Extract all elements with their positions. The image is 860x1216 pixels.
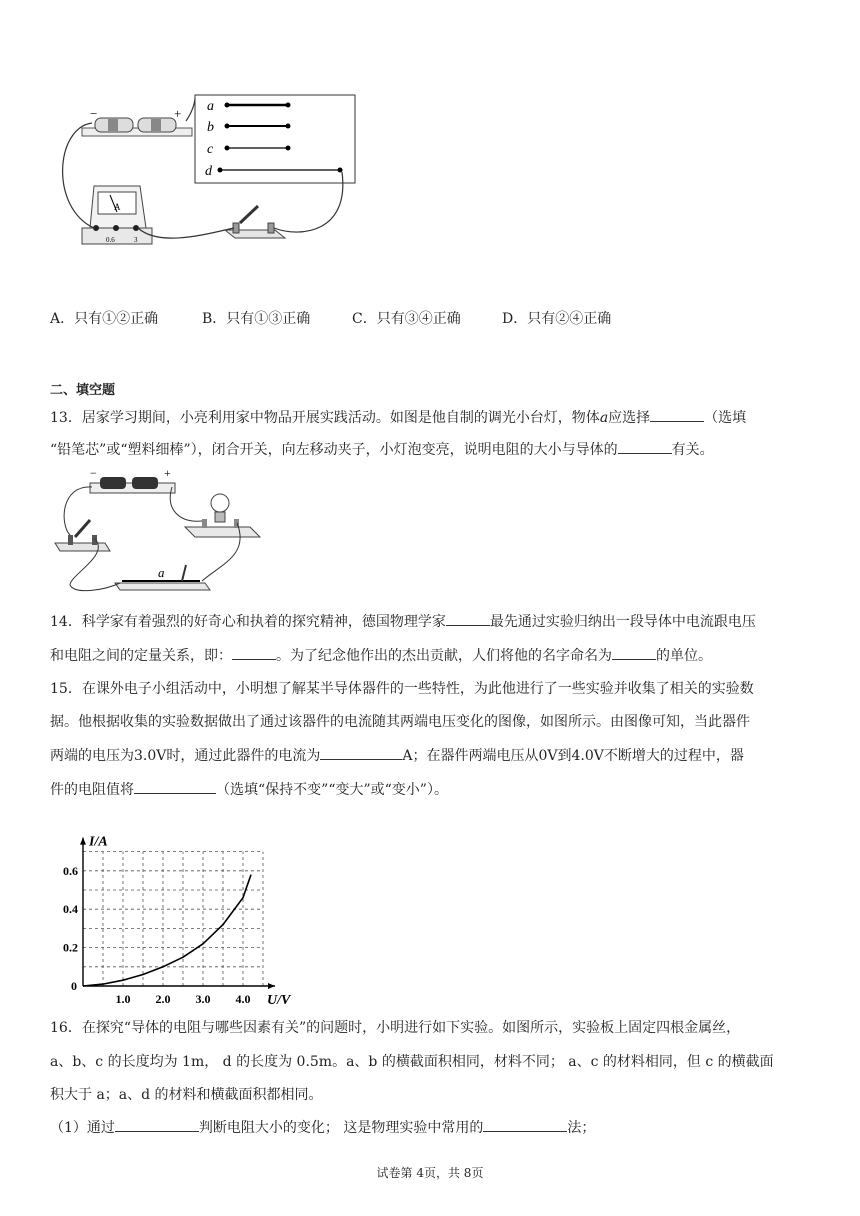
battery-minus-label: −: [90, 106, 98, 121]
section-title: 二、填空题: [50, 383, 116, 398]
switch-icon: [55, 520, 110, 551]
q16-sub1: （1）通过 判断电阻大小的变化； 这是物理实验中常用的 法；: [50, 1117, 810, 1139]
x-tick-label: 1.0: [115, 992, 131, 1006]
q14-line2: 和电阻之间的定量关系，即： 。为了纪念他作出的杰出贡献，人们将他的名字命名为 的单位。: [50, 645, 810, 667]
wire-label-c: c: [207, 142, 214, 157]
battery-plus-label: +: [164, 466, 171, 480]
q16-line2: a、b、c 的长度均为 1m， d 的长度为 0.5m。a、b 的横截面积相同，材料不同； a、c 的材料相同，但 c 的横截面: [50, 1054, 774, 1070]
connecting-wire: [63, 123, 94, 228]
origin-label: 0: [71, 979, 77, 993]
y-axis-arrow: [80, 838, 86, 845]
q15-line4: 件的电阻值将 （选填“保持不变”“变大”或“变小”）。: [50, 779, 810, 801]
x-axis-arrow: [268, 983, 275, 989]
y-tick-label: 0.6: [63, 863, 78, 878]
bulb-icon: [185, 494, 260, 537]
q15-blank-1[interactable]: [320, 745, 402, 760]
q16-line1: 16．在探究“导体的电阻与哪些因素有关”的问题时，小明进行如下实验。如图所示，实验板上固定四根金属丝，: [50, 1020, 741, 1036]
q12-circuit-figure: [50, 88, 370, 258]
x-tick-label: 2.0: [155, 992, 171, 1006]
q13-line2: “铅笔芯”或“塑料细棒”），闭合开关，向左移动夹子，小灯泡变亮，说明电阻的大小与导体的 有关。: [50, 439, 810, 461]
q14-line1: 14．科学家有着强烈的好奇心和执着的探究精神，德国物理学家 最先通过实验归纳出一段导体中电流跟电压: [50, 611, 810, 633]
option-c[interactable]: C．只有③④正确: [352, 311, 461, 327]
ammeter-terminal-06: 0.6: [106, 236, 115, 244]
ammeter-terminal-3: 3: [134, 236, 138, 244]
q15-line1: 15．在课外电子小组活动中，小明想了解某半导体器件的一些特性，为此他进行了一些实验并收集了相关的实验数: [50, 681, 754, 697]
q14-blank-3[interactable]: [612, 645, 656, 660]
iv-chart: [55, 812, 295, 1007]
battery-minus-label: −: [90, 466, 97, 480]
y-tick-label: 0.4: [63, 902, 78, 917]
wire-label-a: a: [207, 99, 214, 114]
q13-line1: 13．居家学习期间，小亮利用家中物品开展实践活动。如图是他自制的调光小台灯，物体a应选择 （选填: [50, 407, 810, 429]
ammeter-icon: [82, 186, 152, 244]
switch-icon: [225, 206, 285, 238]
option-b[interactable]: B．只有①③正确: [202, 311, 311, 327]
y-axis-label: I/A: [89, 834, 108, 850]
q13-blank-2[interactable]: [618, 439, 672, 454]
q15-blank-2[interactable]: [134, 779, 216, 794]
wire-label-d: d: [205, 164, 212, 179]
q15-line2: 据。他根据收集的实验数据做出了通过该器件的电流随其两端电压变化的图像，如图所示。由图像可知，当此器件: [50, 714, 750, 730]
rod-label-a: a: [158, 565, 165, 580]
y-tick-label: 0.2: [63, 940, 78, 955]
q16-line3: 积大于 a；a、d 的材料和横截面积都相同。: [50, 1087, 323, 1103]
q14-blank-2[interactable]: [232, 645, 276, 660]
x-tick-label: 3.0: [195, 992, 211, 1006]
q16-blank-1[interactable]: [115, 1117, 199, 1132]
x-axis-label: U/V: [267, 993, 291, 1007]
q14-blank-1[interactable]: [446, 611, 490, 626]
x-tick-label: 4.0: [235, 992, 251, 1006]
iv-curve: [83, 875, 251, 986]
page-footer: 试卷第 4页，共 8页: [376, 1166, 484, 1180]
ammeter-letter: A: [114, 202, 121, 212]
q13-blank-1[interactable]: [650, 407, 704, 422]
wire-label-b: b: [207, 120, 214, 135]
q16-blank-2[interactable]: [483, 1117, 567, 1132]
q13-lamp-figure: [50, 465, 270, 600]
battery-plus-label: +: [174, 106, 182, 121]
q15-line3: 两端的电压为3.0V时，通过此器件的电流为 A；在器件两端电压从0V到4.0V不断增大的过程中，器: [50, 745, 810, 767]
option-a[interactable]: A．只有①②正确: [50, 311, 159, 327]
option-d[interactable]: D．只有②④正确: [502, 311, 612, 327]
